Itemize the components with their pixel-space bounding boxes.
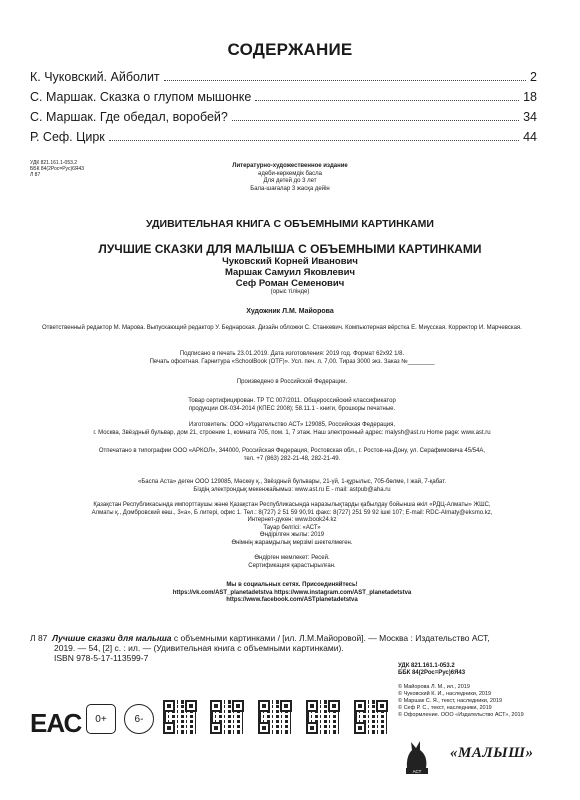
udk-bottom xyxy=(398,663,465,677)
author: Чуковский Корней Иванович xyxy=(222,256,358,267)
copyright-line: © Сеф Р. С., текст, наследники, 2019 xyxy=(398,705,492,711)
genre-line: Литературно-художественное издание xyxy=(232,163,348,169)
kz-importer-line: Тауар белгісі: «АСТ» xyxy=(263,524,321,531)
author: Сеф Роман Семенович xyxy=(235,278,345,289)
catalog-title: Лучшие сказки для малыша xyxy=(52,633,172,643)
catalog-record xyxy=(30,633,550,663)
age-warning-badge: 6- xyxy=(124,704,154,734)
kz-importer-line: Қазақстан Республикасында импорттаушы және Қазақстан Республикасында наразылықтарды қабылдау бойынша өкіл «РДЦ-Алматы» ЖШС, xyxy=(93,502,491,508)
bbk-code: ББК 84(2Рос=Рус)6Я43 xyxy=(398,670,466,676)
kz-origin-line: Өндірген мемлекет: Ресей. xyxy=(254,555,330,561)
social-links xyxy=(42,582,542,605)
print-line: Подписано в печать 23.01.2019. Дата изготовления: 2019 год. Формат 62x92 1/8. xyxy=(179,351,405,357)
bbk-code: ББК 84(2Рос=Рус)6Я43 xyxy=(30,166,85,172)
language-note: (орыс тілінде) xyxy=(270,289,310,295)
qr-code xyxy=(163,700,197,734)
eac-mark: ЕАС xyxy=(30,708,82,738)
print-info xyxy=(42,351,542,366)
toc-leader xyxy=(232,119,519,121)
qr-code xyxy=(258,700,292,734)
kz-importer xyxy=(42,502,542,547)
catalog-line: 2019. — 54, [2] с. : ил. — (Удивительная книга с объемными картинками). xyxy=(54,643,344,653)
toc-item xyxy=(30,70,537,84)
qr-code xyxy=(210,700,244,734)
publisher-line: г. Москва, Звёздный бульвар, дом 21, строение 1, комната 705, пом. 1, 7 этаж. Наш электронный адрес: malysh@ast.ru Home page: www.ast.ru xyxy=(93,429,491,436)
publisher-logo-icon xyxy=(402,738,432,776)
genre-line: Бала-шағалар 3 жасқа дейін xyxy=(250,185,330,192)
copyright-line: © Маршак С. Я., текст, наследники, 2019 xyxy=(398,698,503,704)
copyright-line: © Чуковский К. И., наследники, 2019 xyxy=(398,691,492,697)
udk-code: УДК 821.161.1-053.2 xyxy=(30,160,78,166)
kz-publisher-line: Біздің электрондық мекенжайымыз: www.ast.ru E - mail: astpub@aha.ru xyxy=(193,486,391,493)
printer-line: тел. +7 (863) 282-21-48, 282-21-49. xyxy=(243,455,341,462)
copyrights xyxy=(398,684,524,719)
svg-text:АСТ: АСТ xyxy=(412,769,422,774)
toc-item-title: Р. Сеф. Цирк xyxy=(30,130,105,144)
udk-code: УДК 821.161.1-053.2 xyxy=(398,663,455,669)
toc-leader xyxy=(109,139,519,141)
cert-line: Товар сертифицирован. ТР ТС 007/2011. Общероссийский классификатор xyxy=(188,398,396,404)
toc-item-page: 2 xyxy=(530,70,537,84)
toc-item xyxy=(30,130,537,144)
age-rating-badge: 0+ xyxy=(86,704,116,734)
page-title: СОДЕРЖАНИЕ xyxy=(227,40,353,59)
author-mark: Л 87 xyxy=(30,172,41,178)
genre-block xyxy=(0,163,580,193)
book-title: ЛУЧШИЕ СКАЗКИ ДЛЯ МАЛЫША С ОБЪЕМНЫМИ КАРТИНКАМИ xyxy=(98,242,482,256)
print-line: Печать офсетная. Гарнитура «SchoolBook (OTF)». Усл. печ. л. 7,00. Тираз 3000 экз. Заказ №________ xyxy=(149,358,435,365)
copyright-line: © Оформление. ООО «Издательство АСТ», 2019 xyxy=(398,712,524,718)
kz-origin xyxy=(42,555,542,570)
toc-leader xyxy=(164,79,526,81)
isbn: ISBN 978-5-17-113599-7 xyxy=(54,653,149,663)
author: Маршак Самуил Яковлевич xyxy=(224,267,356,278)
series-title: УДИВИТЕЛЬНАЯ КНИГА С ОБЪЕМНЫМИ КАРТИНКАМИ xyxy=(146,218,434,230)
genre-line: Для детей до 3 лет xyxy=(263,178,317,184)
kz-publisher-line: «Баспа Аста» деген ООО 129085, Мәскеу қ., Звёздный бульвары, 21-үй, 1-құрылыс, 705-бөлме, I жай, 7-қабат. xyxy=(138,479,446,485)
qr-code xyxy=(354,700,388,734)
toc-item xyxy=(30,110,537,124)
toc-item xyxy=(30,90,537,104)
authors xyxy=(0,256,580,297)
social-line: Мы в социальных сетях. Присоединяйтесь! xyxy=(226,582,358,588)
kz-origin-line: Сертификация қарастырылған. xyxy=(248,562,336,569)
made-in: Произведено в Российской Федерации. xyxy=(236,379,348,385)
toc-leader xyxy=(255,99,519,101)
social-link[interactable]: https://www.facebook.com/ASTplanetadetstva xyxy=(226,597,358,603)
catalog-rest: с объемными картинками / [ил. Л.М.Майоровой]. — Москва : Издательство АСТ, xyxy=(173,633,490,643)
toc-item-title: С. Маршак. Где обедал, воробей? xyxy=(30,110,228,124)
printer xyxy=(42,448,542,463)
brand-logo: «МАЛЫШ» xyxy=(450,745,534,761)
kz-importer-line: Өнімнің жарамдылық мерзімі шектелмеген. xyxy=(231,539,353,546)
kz-publisher xyxy=(42,479,542,494)
social-link[interactable]: https://vk.com/AST_planetadetstva https://www.instagram.com/AST_planetadetstva xyxy=(172,589,412,596)
printer-line: Отпечатано в типографии ООО «АРКОЛ», 344000, Российская Федерация, Ростовская обл., г. Ростов-на-Дону, ул. Серафимовича 45/54А, xyxy=(98,448,486,454)
illustrator: Художник Л.М. Майорова xyxy=(246,308,334,315)
kz-importer-line: Интернет-дүкен: www.book24.kz xyxy=(247,517,337,523)
cert-line: продукции ОК-034-2014 (КПЕС 2008); 58.11.1 - книги, брошюры печатные. xyxy=(188,405,396,412)
genre-line: әдеби-көркемдік басла xyxy=(258,170,322,177)
publisher-line: Изготовитель: ООО «Издательство АСТ» 129085, Российская Федерация, xyxy=(188,422,396,428)
qr-code xyxy=(306,700,340,734)
toc-item-page: 34 xyxy=(523,110,537,124)
toc-item-page: 18 xyxy=(523,90,537,104)
toc-item-title: С. Маршак. Сказка о глупом мышонке xyxy=(30,90,252,104)
kz-importer-line: Өндірілген жылы: 2019 xyxy=(259,532,325,538)
copyright-line: © Майорова Л. М., ил., 2019 xyxy=(398,684,470,690)
catalog-code: Л 87 xyxy=(30,633,48,643)
editors: Ответственный редактор М. Марова. Выпускающий редактор У. Беднарская. Дизайн обложки С. Станкевич. Компьютерная вёрстка Е. Миусская. Корректор И. Марчевская. xyxy=(42,325,522,331)
kz-importer-line: Алматы қ., Домбровский көш., 3«а», Б литері, офис 1. Тел.: 8(727) 2 51 59 90,91 факс: 8(727) 251 59 92 ішкі 107; E-mail: RDC-Almaty@eksmo.kz, xyxy=(91,509,493,516)
publisher-logo xyxy=(402,738,432,776)
toc-item-title: К. Чуковский. Айболит xyxy=(30,70,160,84)
certification xyxy=(42,398,542,413)
toc-item-page: 44 xyxy=(523,130,537,144)
publisher xyxy=(42,422,542,437)
